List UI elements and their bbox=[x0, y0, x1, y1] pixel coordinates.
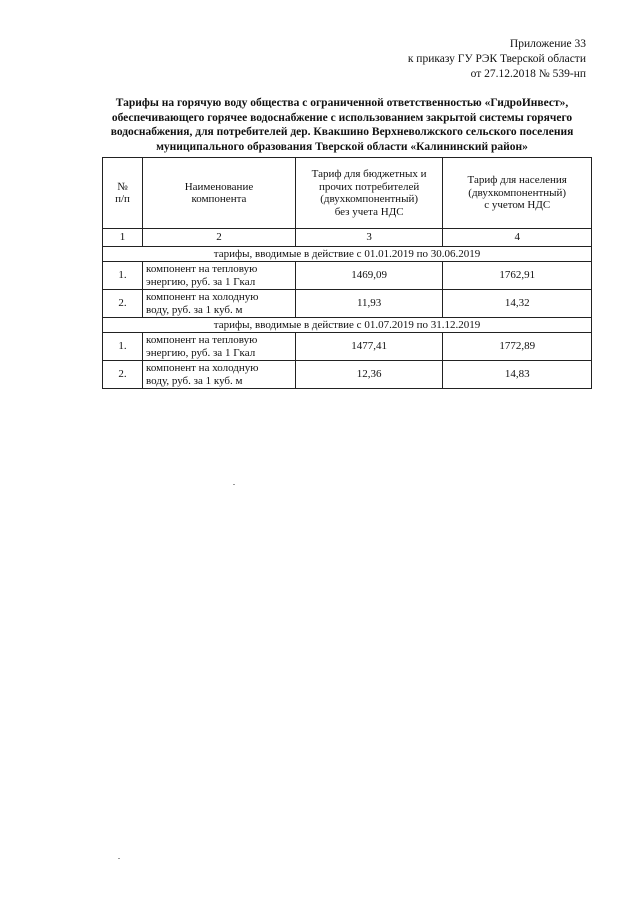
scan-speck bbox=[233, 484, 235, 485]
period-row bbox=[103, 247, 592, 262]
row-number: 1. bbox=[103, 333, 143, 361]
component-name-line: компонент на тепловую bbox=[146, 334, 258, 346]
table-row bbox=[103, 290, 592, 318]
header-text: (двухкомпонентный) bbox=[320, 193, 419, 205]
tariff-table bbox=[102, 157, 592, 389]
header-text: Наименование bbox=[184, 180, 254, 193]
row-number: 2. bbox=[103, 361, 143, 389]
header-text: Тариф для бюджетных и bbox=[311, 168, 427, 180]
appendix-order-ref: к приказу ГУ РЭК Тверской области bbox=[407, 53, 586, 65]
appendix-header bbox=[408, 37, 586, 82]
budget-tariff-value: 1477,41 bbox=[295, 333, 443, 361]
component-name bbox=[143, 262, 296, 290]
population-tariff-value: 14,83 bbox=[443, 361, 592, 389]
period-label: тарифы, вводимые в действие с 01.07.2019 по 31.12.2019 bbox=[103, 318, 592, 333]
component-name-line: воду, руб. за 1 куб. м bbox=[146, 303, 243, 316]
component-name bbox=[143, 333, 296, 361]
appendix-number: Приложение 33 bbox=[509, 38, 586, 50]
budget-tariff-value: 11,93 bbox=[295, 290, 443, 318]
budget-tariff-value: 1469,09 bbox=[295, 262, 443, 290]
table-header-row bbox=[103, 158, 592, 229]
document-title bbox=[92, 96, 592, 154]
header-budget-tariff bbox=[295, 158, 443, 229]
column-index: 1 bbox=[103, 229, 143, 247]
column-index: 3 bbox=[295, 229, 443, 247]
component-name-line: воду, руб. за 1 куб. м bbox=[146, 374, 243, 387]
component-name-line: энергию, руб. за 1 Гкал bbox=[146, 346, 256, 359]
title-line: водоснабжения, для потребителей дер. Квакшино Верхневолжского сельского поселения bbox=[110, 126, 574, 138]
table-row bbox=[103, 333, 592, 361]
header-text: Тариф для населения bbox=[467, 174, 567, 187]
title-line: обеспечивающего горячее водоснабжение с использованием закрытой системы горячего bbox=[111, 111, 573, 124]
table-row bbox=[103, 361, 592, 389]
header-text: п/п bbox=[115, 193, 130, 205]
title-line: Тарифы на горячую воду общества с ограниченной ответственностью «ГидроИнвест», bbox=[115, 97, 569, 109]
component-name-line: компонент на холодную bbox=[146, 362, 259, 374]
header-component-name bbox=[143, 158, 296, 229]
header-text: без учета НДС bbox=[334, 205, 404, 218]
component-name bbox=[143, 361, 296, 389]
table-row bbox=[103, 262, 592, 290]
component-name bbox=[143, 290, 296, 318]
scan-speck bbox=[118, 858, 120, 859]
header-number bbox=[103, 158, 143, 229]
row-number: 2. bbox=[103, 290, 143, 318]
header-text: с учетом НДС bbox=[484, 199, 551, 212]
header-population-tariff bbox=[443, 158, 592, 229]
period-row bbox=[103, 318, 592, 333]
population-tariff-value: 1762,91 bbox=[443, 262, 592, 290]
column-index: 4 bbox=[443, 229, 592, 247]
header-text: № bbox=[117, 180, 128, 193]
header-text: компонента bbox=[191, 193, 247, 205]
budget-tariff-value: 12,36 bbox=[295, 361, 443, 389]
population-tariff-value: 1772,89 bbox=[443, 333, 592, 361]
column-index: 2 bbox=[143, 229, 296, 247]
appendix-order-date: от 27.12.2018 № 539-нп bbox=[470, 68, 586, 80]
component-name-line: энергию, руб. за 1 Гкал bbox=[146, 275, 256, 288]
row-number: 1. bbox=[103, 262, 143, 290]
period-label: тарифы, вводимые в действие с 01.01.2019 по 30.06.2019 bbox=[103, 247, 592, 262]
component-name-line: компонент на холодную bbox=[146, 291, 259, 303]
title-line: муниципального образования Тверской области «Калининский район» bbox=[156, 140, 528, 153]
population-tariff-value: 14,32 bbox=[443, 290, 592, 318]
column-index-row bbox=[103, 229, 592, 247]
header-text: (двухкомпонентный) bbox=[468, 186, 567, 199]
component-name-line: компонент на тепловую bbox=[146, 263, 258, 275]
header-text: прочих потребителей bbox=[318, 180, 420, 193]
